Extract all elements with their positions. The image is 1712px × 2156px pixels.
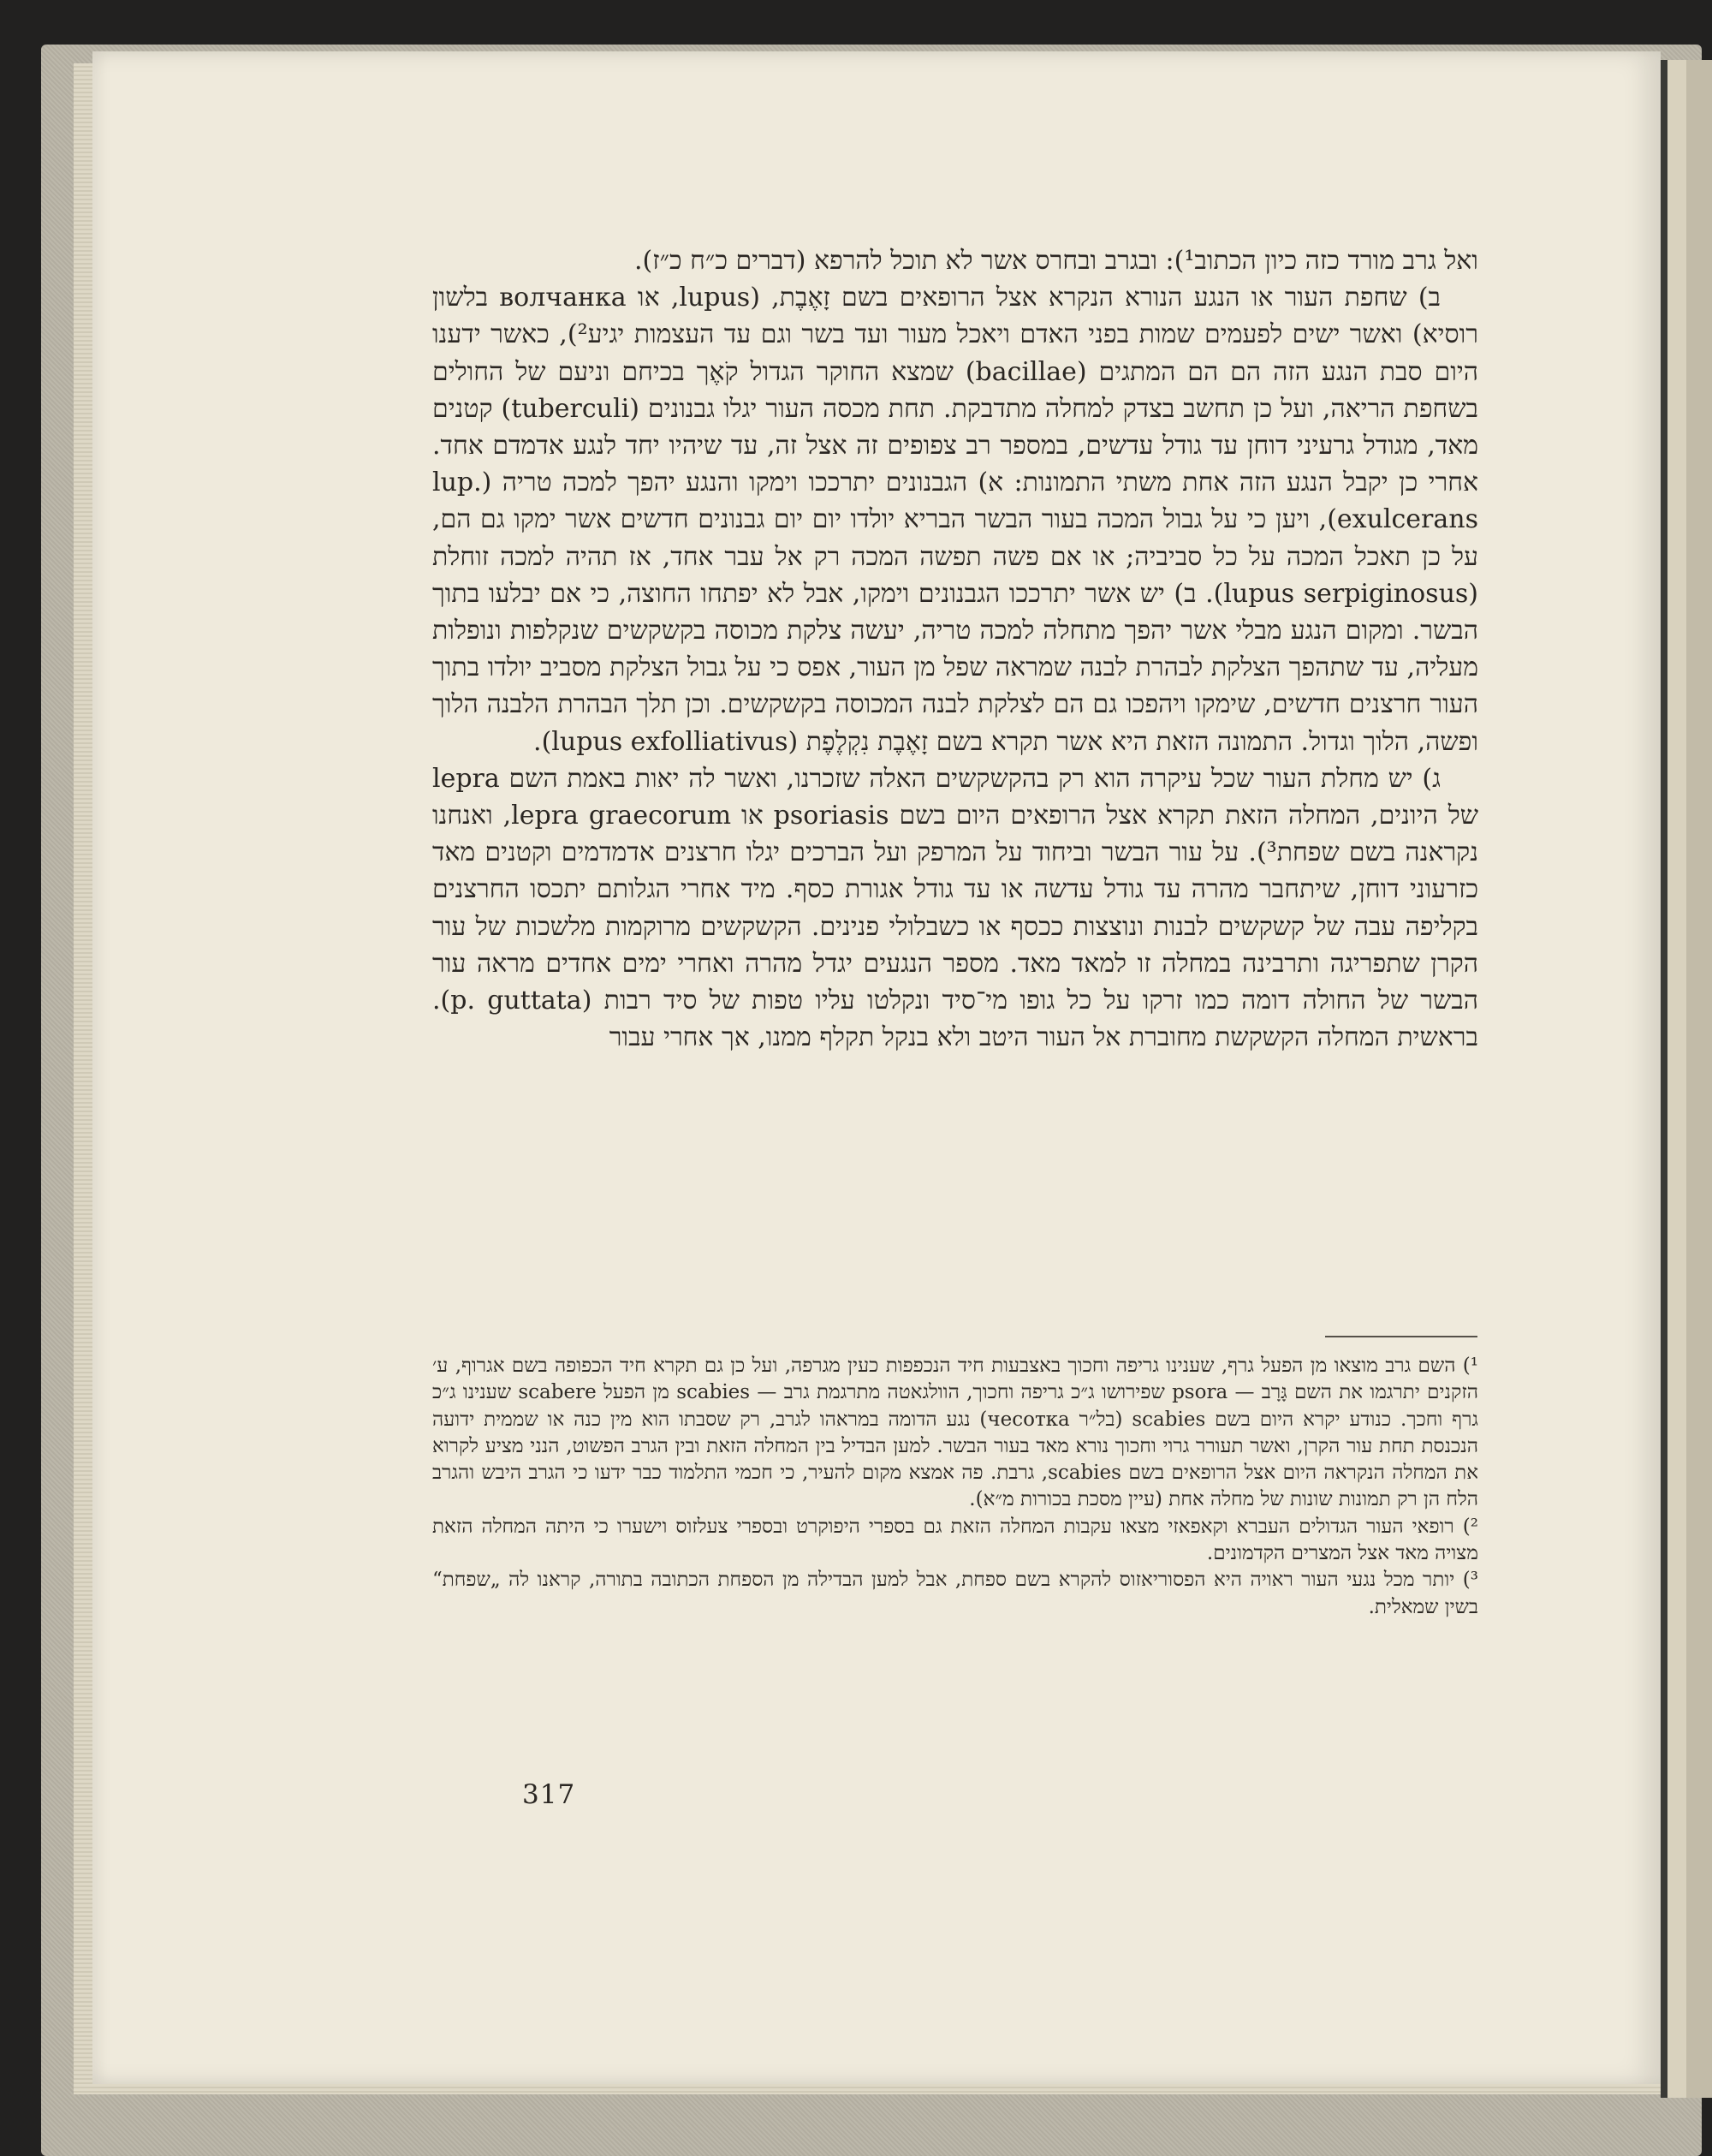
main-text xyxy=(432,242,1478,1056)
footnotes xyxy=(432,1353,1478,1621)
next-page-edge xyxy=(1661,60,1712,2098)
footnote-1: ¹) השם גרב מוצאו מן הפעל גרף, שענינו גריפה וחכוך באצבעות חיד הנכפפות כעין מגרפה, ועל כן גם תקרא חיד הכפופה בשם אגרוף, ע׳ הזקנים יתרגמו את השם גָּרָב — psora שפירושו ג״כ גריפה וחכוך, הוולגאטה מתרגמת גרב — scabies מן הפעל scabere שענינו ג״כ גרף וחכך. כנודע יקרא היום בשם scabies (בל״ר чесотка) נגע הדומה במראהו לגרב, רק שסבתו הוא מין כנה או שממית ידועה הנכנסת תחת עור הקרן, ואשר תעורר גרוי וחכוך נורא מאד בעור הבשר. למען הבדיל בין המחלה הזאת ובין הגרב הפשוט, הנני מציע לקרוא את המחלה הנקראה היום אצל הרופאים בשם scabies, גרבת. פה אמצא מקום להעיר, כי חכמי התלמוד כבר ידעו כי הגרב היבש והגרב הלח הן רק תמונות שונות של מחלה אחת (עיין מסכת בכורות מ״א). xyxy=(432,1355,1479,1511)
footnote-rule xyxy=(1325,1336,1477,1337)
page-number: 317 xyxy=(522,1779,576,1810)
body-text xyxy=(432,242,1478,1056)
footnote-2: ²) רופאי העור הגדולים העברא וקאפאזי מצאו עקבות המחלה הזאת גם בספרי היפוקרט ובספרי צעלזוס וישערו כי היתה המחלה הזאת מצויה מאד אצל המצרים הקדמונים. xyxy=(432,1515,1478,1565)
paragraph-continuation: ואל גרב מורד כזה כיון הכתוב¹): ובגרב ובחרס אשר לא תוכל להרפא (דברים כ״ח כ״ז). xyxy=(633,246,1478,276)
paragraph-psoriasis: ג) יש מחלת העור שכל עיקרה הוא רק בהקשקשים האלה שזכרנו, ואשר לה יאות באמת השם lepra של היונים, המחלה הזאת תקרא אצל הרופאים היום בשם psoriasis או lepra graecorum, ואנחנו נקראנה בשם שפחת³). על עור הבשר וביחוד על המרפק ועל הברכים יגלו חרצנים אדמדמים וקטנים מאד כזרעוני דוחן, שיתחבר מהרה עד גודל עדשה או עד גודל אגורת כסף. מיד אחרי הגלותם יתכסו החרצנים בקליפה עבה של קשקשים לבנות ונוצצות ככסף או כשבלולי פנינים. הקשקשים מרוקמות מלשכות של עור הקרן שתפריגה ותרבינה במחלה זו למאד מאד. מספר הנגעים יגדל מהרה ואחרי ימים אחדים מראה עור הבשר של החולה דומה כמו זרקו על כל גופו מי־סיד ונקלטו עליו טפות של סיד רבות (p. guttata). בראשית המחלה הקשקשת מחוברת אל העור היטב ולא בנקל תקלף ממנו, אך אחרי עבור xyxy=(432,763,1478,1053)
footnote-3: ³) יותר מכל נגעי העור ראויה היא הפסוריאזוס להקרא בשם ספחת, אבל למען הבדילה מן הספחת הכתובה בתורה, קראנו לה „שפחת“ בשין שמאלית. xyxy=(432,1569,1478,1618)
paragraph-lupus: ב) שחפת העור או הנגע הנורא הנקרא אצל הרופאים בשם זָאֶבֶת, (lupus, או волчанка בלשון רוסיא) ואשר ישים לפעמים שמות בפני האדם ויאכל מעור ועד בשר וגם עד העצמות יגיע²), כאשר ידענו היום סבת הנגע הזה הם הם המתגים (bacillae) שמצא החוקר הגדול קֹאֶך בכיחם וניעם של החולים בשחפת הריאה, ועל כן תחשב בצדק למחלה מתדבקת. תחת מכסה העור יגלו גבנונים (tuberculi) קטנים מאד, מגודל גרעיני דוחן עד גודל עדשים, במספר רב צפופים זה אצל זה, עד שיהיו יחד לנגע אדמדם אחד. אחרי כן יקבל הנגע הזה אחת משתי התמונות: א) הגבנונים יתרככו וימקו והנגע יהפך למכה טריה (lup. exulcerans), ויען כי על גבול המכה בעור הבשר הבריא יולדו יום יום גבנונים חדשים אשר ימקו גם הם, על כן תאכל המכה על כל סביביה; או אם פשה תפשה המכה רק אל עבר אחד, אז תהיה למכה זוחלת (lupus serpiginosus). ב) יש אשר יתרככו הגבנונים וימקו, אבל לא יפתחו החוצה, כי אם יבלעו בתוך הבשר. ומקום הנגע מבלי אשר יהפך מתחלה למכה טריה, יעשה צלקת מכוסה בקשקשים שנקלפות ונופלות מעליה, עד שתהפך הצלקת לבהרת לבנה שמראה שפל מן העור, אפס כי על גבול הצלקת מסביב יולדו בתוך העור חרצנים חדשים, שימקו ויהפכו גם הם לצלקת לבנה המכוסה בקשקשים. וכן תלך הבהרת הלבנה הלוך ופשה, הלוך וגדול. התמונה הזאת היא אשר תקרא בשם זָאֶבֶת נִקְלֶפֶת (lupus exfolliativus). xyxy=(432,283,1479,757)
